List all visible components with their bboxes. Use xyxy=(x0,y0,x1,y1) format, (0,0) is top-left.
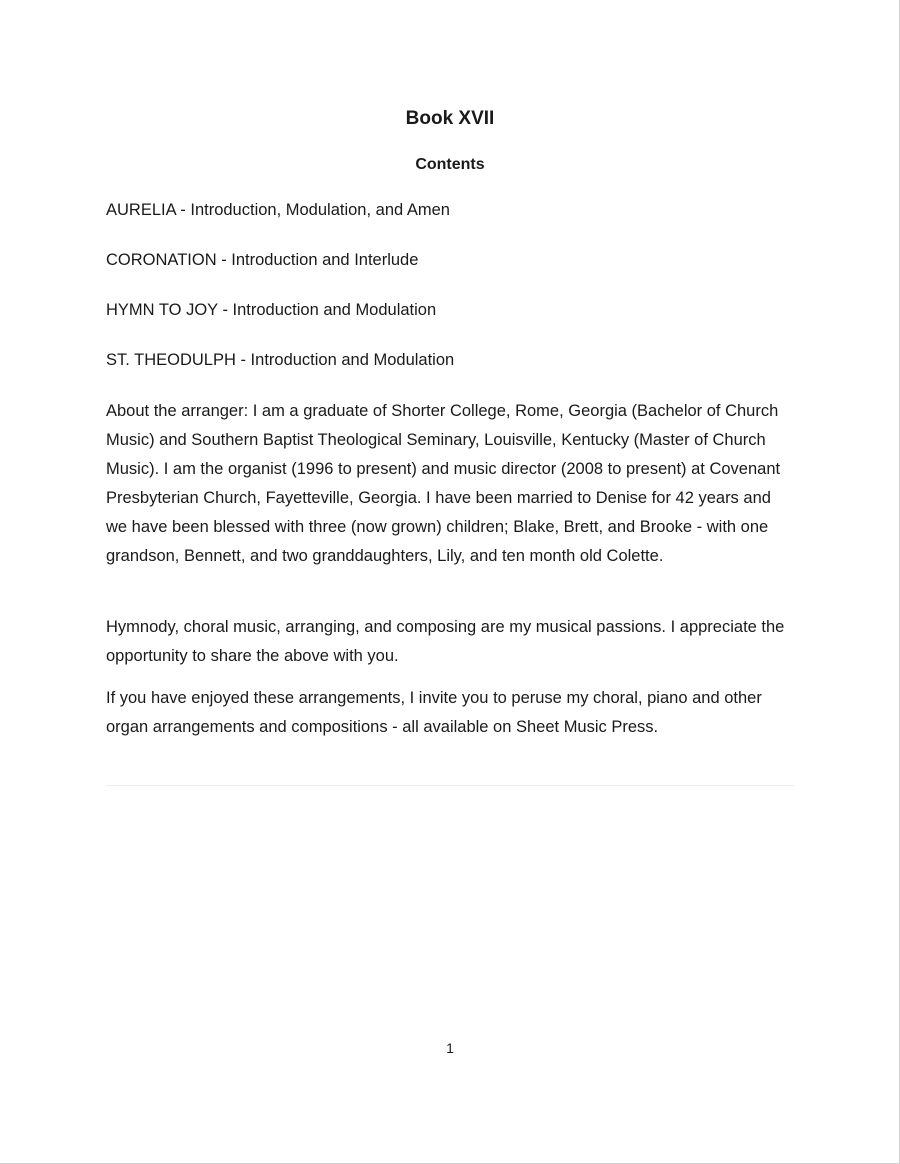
contents-item-aurelia: AURELIA - Introduction, Modulation, and Amen xyxy=(106,201,450,219)
passions-paragraph: Hymnody, choral music, arranging, and composing are my musical passions. I appreciate the opportunity to share the above with you. xyxy=(106,618,785,665)
page-number: 1 xyxy=(446,1040,454,1056)
page-title: Book XVII xyxy=(405,108,495,129)
contents-item-coronation: CORONATION - Introduction and Interlude xyxy=(106,251,419,269)
contents-list xyxy=(106,199,806,399)
about-arranger-paragraph: About the arranger: I am a graduate of Shorter College, Rome, Georgia (Bachelor of Church Music) and Southern Baptist Theological Seminary, Louisville, Kentucky (Master of Church Music). I am the organist (1996 to present) and music director (2008 to present) at Covenant Presbyterian Church, Fayetteville, Georgia. I have been married to Denise for 42 years and we have been blessed with three (now grown) children; Blake, Brett, and Brooke - with one grandson, Bennett, and two granddaughters, Lily, and ten month old Colette. xyxy=(106,402,781,565)
section-divider xyxy=(106,785,794,786)
contents-heading: Contents xyxy=(415,156,485,173)
contents-item-hymn-to-joy: HYMN TO JOY - Introduction and Modulation xyxy=(106,301,437,319)
contents-item-st-theodulph: ST. THEODULPH - Introduction and Modulation xyxy=(106,351,455,369)
invitation-paragraph: If you have enjoyed these arrangements, I invite you to peruse my choral, piano and other organ arrangements and compositions - all available on Sheet Music Press. xyxy=(106,689,762,736)
